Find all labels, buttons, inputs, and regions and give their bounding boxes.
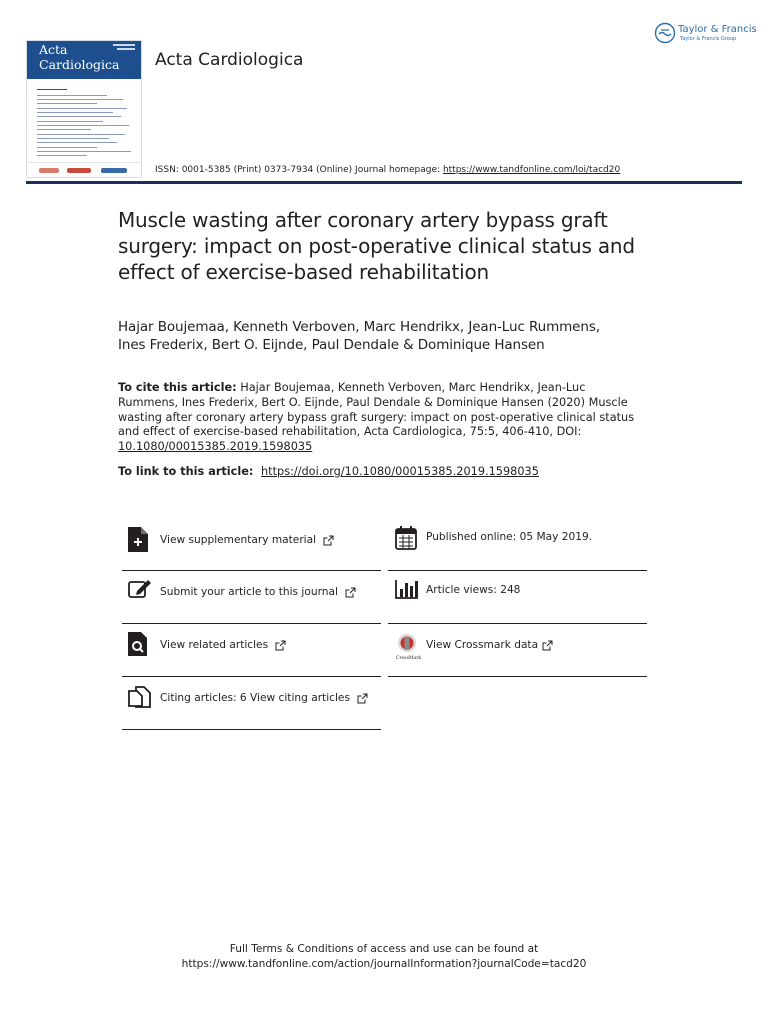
cover-title-line1: Acta bbox=[39, 42, 68, 57]
published-online: Published online: 05 May 2019. bbox=[426, 531, 593, 543]
submit-article-link[interactable]: Submit your article to this journal bbox=[160, 586, 356, 598]
header-rule bbox=[26, 181, 742, 184]
external-link-icon bbox=[357, 693, 368, 704]
view-citing-articles-link[interactable]: Citing articles: 6 View citing articles bbox=[160, 692, 368, 704]
journal-cover-thumbnail bbox=[26, 40, 142, 178]
article-authors bbox=[118, 318, 678, 354]
link-label: To link to this article: bbox=[118, 465, 254, 478]
cite-label: To cite this article: bbox=[118, 381, 237, 394]
divider bbox=[388, 570, 647, 571]
external-link-icon bbox=[542, 640, 553, 651]
external-link-icon bbox=[275, 640, 286, 651]
journal-homepage-link[interactable]: https://www.tandfonline.com/loi/tacd20 bbox=[442, 165, 621, 175]
divider bbox=[388, 676, 647, 677]
article-views: Article views: 248 bbox=[426, 584, 521, 596]
divider bbox=[388, 623, 647, 624]
view-related-articles-link[interactable]: View related articles bbox=[160, 639, 286, 651]
article-title: Muscle wasting after coronary artery bypass graft surgery: impact on post-operative clinical status and effect of exercise-based rehabilitation bbox=[118, 208, 635, 284]
external-link-icon bbox=[323, 535, 334, 546]
divider bbox=[122, 676, 381, 677]
related-articles-search-icon bbox=[128, 632, 148, 656]
cover-title-line2: Cardiologica bbox=[39, 57, 120, 72]
view-crossmark-link[interactable]: View Crossmark data bbox=[426, 639, 553, 651]
article-doi-link[interactable]: https://doi.org/10.1080/00015385.2019.1598035 bbox=[261, 465, 539, 478]
authors-line-2: Ines Frederix, Bert O. Eijnde, Paul Dendale & Dominique Hansen bbox=[118, 337, 545, 353]
publisher-name: Taylor & Francis bbox=[678, 24, 757, 35]
citing-articles-icon bbox=[128, 686, 152, 708]
footer-terms bbox=[0, 942, 768, 972]
divider bbox=[122, 729, 381, 730]
journal-name: Acta Cardiologica bbox=[155, 50, 304, 70]
bar-chart-icon bbox=[395, 580, 419, 599]
taylor-francis-logo-icon bbox=[654, 22, 676, 44]
view-supplementary-link[interactable]: View supplementary material bbox=[160, 534, 334, 546]
cite-text: Hajar Boujemaa, Kenneth Verboven, Marc Hendrikx, Jean-Luc Rummens, Ines Frederix, Bert O. Eijnde, Paul Dendale & Dominique Hansen (2020) Muscle wasting after coronary artery bypass graft surgery: impact on post-operative clinical status and effect of exercise-based rehabilitation, Acta Cardiologica, 75:5, 406-410, DOI: bbox=[118, 381, 635, 439]
issn-text: ISSN: 0001-5385 (Print) 0373-7934 (Online) Journal homepage: bbox=[155, 165, 441, 175]
footer-terms-link[interactable]: https://www.tandfonline.com/action/journalInformation?journalCode=tacd20 bbox=[181, 958, 587, 970]
publisher-subname: Taylor & Francis Group bbox=[680, 36, 737, 42]
cite-doi-link[interactable]: 10.1080/00015385.2019.1598035 bbox=[118, 440, 313, 454]
crossmark-small-label: CrossMark bbox=[396, 656, 422, 661]
authors-line-1: Hajar Boujemaa, Kenneth Verboven, Marc Hendrikx, Jean-Luc Rummens, bbox=[118, 319, 600, 335]
citation-block bbox=[118, 381, 638, 455]
divider bbox=[122, 623, 381, 624]
external-link-icon bbox=[345, 587, 356, 598]
issn-line bbox=[155, 165, 620, 175]
calendar-icon bbox=[395, 526, 417, 550]
link-block bbox=[118, 465, 539, 478]
submit-edit-icon bbox=[128, 579, 152, 599]
divider bbox=[122, 570, 381, 571]
supplementary-file-icon bbox=[128, 527, 148, 552]
footer-line-1: Full Terms & Conditions of access and use can be found at bbox=[229, 943, 539, 955]
